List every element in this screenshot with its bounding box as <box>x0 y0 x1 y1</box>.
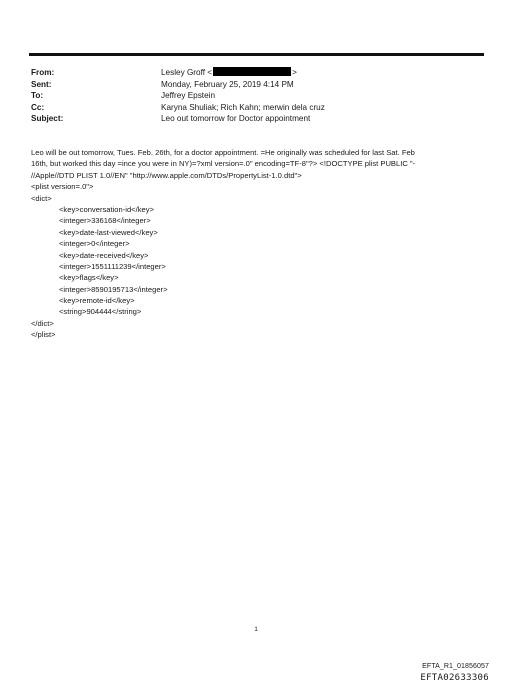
body-line: <integer>336168</integer> <box>59 216 151 226</box>
body-line: <key>remote-id</key> <box>59 296 135 306</box>
subject-label: Subject: <box>31 114 64 123</box>
header-divider-rule <box>29 53 484 56</box>
body-line: //Apple//DTD PLIST 1.0//EN" "http://www.apple.com/DTDs/PropertyList-1.0.dtd"> <box>31 170 302 180</box>
subject-value: Leo out tomorrow for Doctor appointment <box>161 114 311 123</box>
sent-label: Sent: <box>31 79 52 89</box>
body-line: <integer>8590195713</integer> <box>59 284 168 294</box>
body-line: <string>904444</string> <box>59 307 142 317</box>
body-line: 16th, but worked this day =ince you were in NY)=?xml version=.0" encoding=TF-8"?> <!DOCTYPE plist PUBLIC "- <box>31 159 416 169</box>
to-value: Jeffrey Epstein <box>161 91 216 100</box>
body-line: <dict> <box>31 193 52 203</box>
sent-row <box>31 79 481 91</box>
bates-number-primary: EFTA_R1_01856057 <box>422 663 489 670</box>
body-line: </dict> <box>31 318 54 328</box>
body-line: <integer>1551111239</integer> <box>59 261 166 271</box>
body-line: <plist version=.0"> <box>31 182 94 192</box>
from-value <box>161 67 297 79</box>
cc-row <box>31 102 481 114</box>
to-label: To: <box>31 91 44 100</box>
page-number: 1 <box>254 626 258 633</box>
subject-row <box>31 113 481 125</box>
from-label: From: <box>31 68 55 77</box>
bates-number-secondary: EFTA02633306 <box>420 673 489 683</box>
email-body <box>31 147 471 341</box>
from-close-bracket: > <box>292 68 297 77</box>
body-line: Leo will be out tomorrow, Tues. Feb. 26th, for a doctor appointment. =He originally was scheduled for last Sat. Feb <box>31 148 415 157</box>
from-name: Lesley Groff < <box>161 68 213 77</box>
body-line: <key>flags</key> <box>59 273 119 283</box>
cc-label: Cc: <box>31 102 45 112</box>
body-line: </plist> <box>31 330 56 340</box>
to-row <box>31 90 481 102</box>
body-line: <key>date-received</key> <box>59 250 149 260</box>
body-line: <integer>0</integer> <box>59 239 130 249</box>
body-line: <key>date-last-viewed</key> <box>59 227 158 237</box>
sent-value: Monday, February 25, 2019 4:14 PM <box>161 79 294 89</box>
body-line: <key>conversation-id</key> <box>59 204 154 214</box>
from-row <box>31 67 481 79</box>
cc-value: Karyna Shuliak; Rich Kahn; merwin dela cruz <box>161 102 325 112</box>
redaction-block <box>213 67 291 76</box>
email-header-block <box>31 67 481 125</box>
